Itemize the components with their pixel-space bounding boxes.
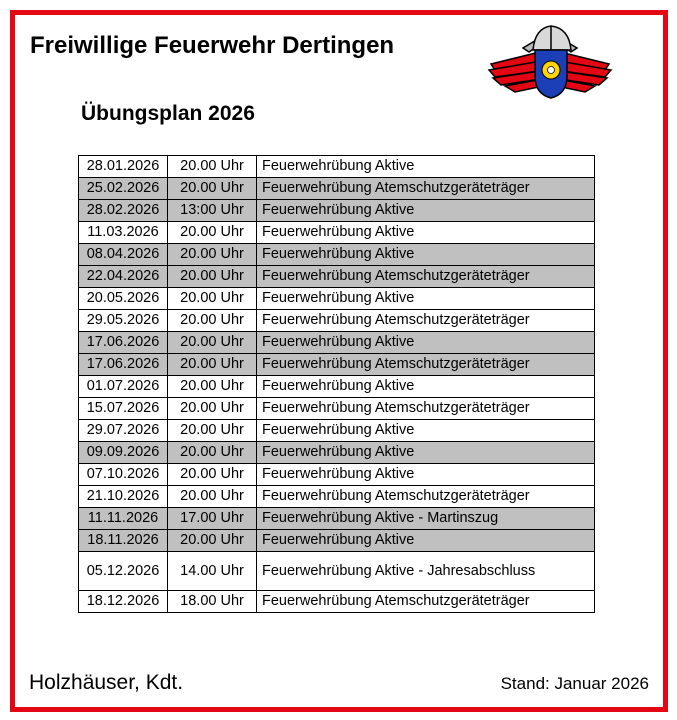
date-cell: 25.02.2026 — [79, 178, 168, 200]
page-title: Freiwillige Feuerwehr Dertingen — [30, 32, 395, 59]
time-cell: 17.00 Uhr — [168, 508, 257, 530]
fire-brigade-emblem-icon — [485, 20, 615, 100]
date-cell: 18.12.2026 — [79, 591, 168, 613]
event-cell: Feuerwehrübung Aktive - Martinszug — [257, 508, 595, 530]
event-cell: Feuerwehrübung Atemschutzgeräteträger — [257, 354, 595, 376]
time-cell: 20.00 Uhr — [168, 288, 257, 310]
table-row — [79, 508, 595, 530]
table-row — [79, 420, 595, 442]
event-cell: Feuerwehrübung Atemschutzgeräteträger — [257, 591, 595, 613]
event-cell: Feuerwehrübung Atemschutzgeräteträger — [257, 310, 595, 332]
signature: Holzhäuser, Kdt. — [29, 671, 184, 694]
table-row — [79, 222, 595, 244]
date-cell: 28.01.2026 — [79, 156, 168, 178]
time-cell: 20.00 Uhr — [168, 222, 257, 244]
time-cell: 13:00 Uhr — [168, 200, 257, 222]
table-row — [79, 266, 595, 288]
time-cell: 20.00 Uhr — [168, 156, 257, 178]
event-cell: Feuerwehrübung Atemschutzgeräteträger — [257, 266, 595, 288]
event-cell: Feuerwehrübung Atemschutzgeräteträger — [257, 486, 595, 508]
table-row — [79, 591, 595, 613]
table-row — [79, 552, 595, 591]
time-cell: 20.00 Uhr — [168, 332, 257, 354]
event-cell: Feuerwehrübung Aktive - Jahresabschluss — [257, 552, 595, 591]
event-cell: Feuerwehrübung Atemschutzgeräteträger — [257, 398, 595, 420]
event-cell: Feuerwehrübung Aktive — [257, 200, 595, 222]
time-cell: 20.00 Uhr — [168, 530, 257, 552]
event-cell: Feuerwehrübung Aktive — [257, 464, 595, 486]
time-cell: 14.00 Uhr — [168, 552, 257, 591]
table-row — [79, 354, 595, 376]
table-row — [79, 376, 595, 398]
table-row — [79, 332, 595, 354]
event-cell: Feuerwehrübung Aktive — [257, 156, 595, 178]
time-cell: 20.00 Uhr — [168, 464, 257, 486]
schedule-table — [78, 155, 595, 613]
time-cell: 20.00 Uhr — [168, 310, 257, 332]
table-row — [79, 442, 595, 464]
date-cell: 29.05.2026 — [79, 310, 168, 332]
time-cell: 20.00 Uhr — [168, 376, 257, 398]
time-cell: 20.00 Uhr — [168, 178, 257, 200]
date-cell: 01.07.2026 — [79, 376, 168, 398]
date-cell: 21.10.2026 — [79, 486, 168, 508]
table-row — [79, 530, 595, 552]
event-cell: Feuerwehrübung Aktive — [257, 288, 595, 310]
table-row — [79, 486, 595, 508]
table-row — [79, 288, 595, 310]
event-cell: Feuerwehrübung Aktive — [257, 244, 595, 266]
helmet — [523, 26, 577, 52]
table-row — [79, 200, 595, 222]
table-row — [79, 244, 595, 266]
date-cell: 17.06.2026 — [79, 332, 168, 354]
date-cell: 20.05.2026 — [79, 288, 168, 310]
event-cell: Feuerwehrübung Aktive — [257, 332, 595, 354]
table-row — [79, 178, 595, 200]
time-cell: 20.00 Uhr — [168, 354, 257, 376]
time-cell: 20.00 Uhr — [168, 486, 257, 508]
page-subtitle: Übungsplan 2026 — [81, 102, 255, 125]
event-cell: Feuerwehrübung Aktive — [257, 530, 595, 552]
event-cell: Feuerwehrübung Aktive — [257, 420, 595, 442]
table-row — [79, 464, 595, 486]
date-cell: 09.09.2026 — [79, 442, 168, 464]
date-cell: 05.12.2026 — [79, 552, 168, 591]
time-cell: 20.00 Uhr — [168, 442, 257, 464]
table-row — [79, 398, 595, 420]
event-cell: Feuerwehrübung Aktive — [257, 376, 595, 398]
shield — [535, 50, 567, 98]
time-cell: 20.00 Uhr — [168, 266, 257, 288]
event-cell: Feuerwehrübung Aktive — [257, 442, 595, 464]
stand-date: Stand: Januar 2026 — [500, 674, 649, 693]
date-cell: 15.07.2026 — [79, 398, 168, 420]
time-cell: 20.00 Uhr — [168, 420, 257, 442]
table-row — [79, 156, 595, 178]
date-cell: 28.02.2026 — [79, 200, 168, 222]
event-cell: Feuerwehrübung Aktive — [257, 222, 595, 244]
event-cell: Feuerwehrübung Atemschutzgeräteträger — [257, 178, 595, 200]
date-cell: 22.04.2026 — [79, 266, 168, 288]
date-cell: 29.07.2026 — [79, 420, 168, 442]
time-cell: 20.00 Uhr — [168, 398, 257, 420]
date-cell: 08.04.2026 — [79, 244, 168, 266]
date-cell: 11.03.2026 — [79, 222, 168, 244]
time-cell: 18.00 Uhr — [168, 591, 257, 613]
date-cell: 07.10.2026 — [79, 464, 168, 486]
time-cell: 20.00 Uhr — [168, 244, 257, 266]
date-cell: 17.06.2026 — [79, 354, 168, 376]
date-cell: 18.11.2026 — [79, 530, 168, 552]
date-cell: 11.11.2026 — [79, 508, 168, 530]
table-row — [79, 310, 595, 332]
